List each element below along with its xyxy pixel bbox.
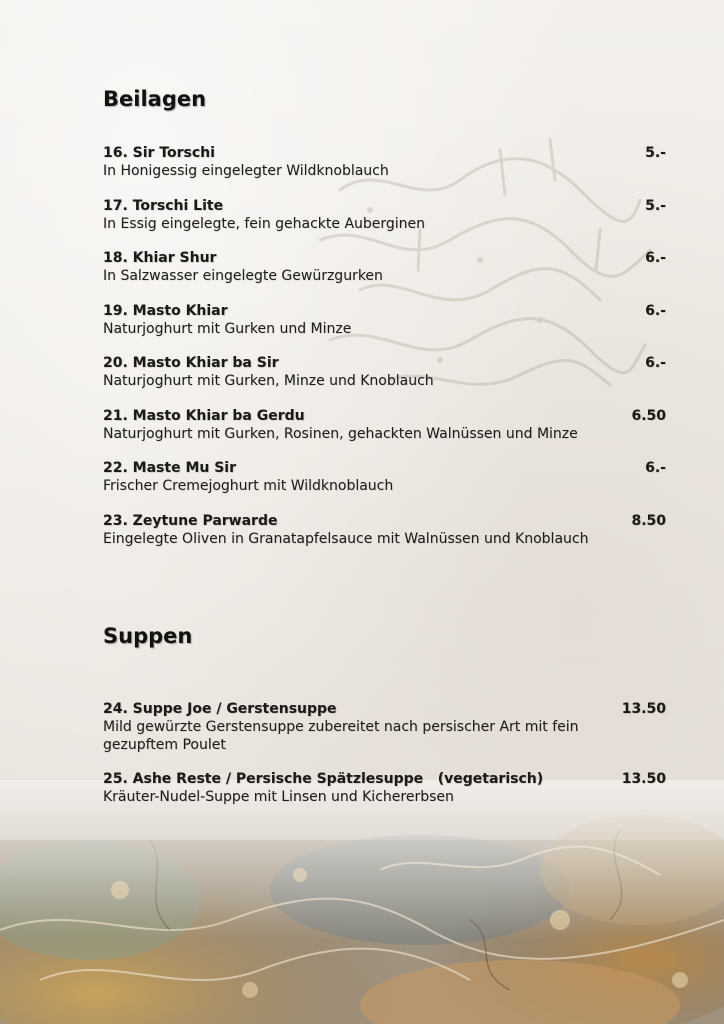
- item-name: 22. Maste Mu Sir: [103, 460, 237, 476]
- item-description: Mild gewürzte Gerstensuppe zubereitet nach persischer Art mit fein gezupftem Poulet: [103, 719, 579, 753]
- item-name: 19. Masto Khiar: [103, 303, 228, 319]
- item-description: Kräuter-Nudel-Suppe mit Linsen und Kichererbsen: [103, 789, 454, 805]
- item-price: 5.-: [645, 198, 666, 214]
- menu-item: [103, 700, 666, 754]
- section-title-beilagen: Beilagen: [103, 87, 207, 111]
- item-description: Naturjoghurt mit Gurken, Minze und Knoblauch: [103, 373, 434, 389]
- item-price: 6.-: [645, 303, 666, 319]
- menu-item: [103, 144, 666, 180]
- item-price: 6.-: [645, 355, 666, 371]
- section-title-suppen: Suppen: [103, 624, 193, 648]
- item-description: Naturjoghurt mit Gurken und Minze: [103, 321, 352, 337]
- item-name: 16. Sir Torschi: [103, 145, 215, 161]
- menu-item: [103, 197, 666, 233]
- item-name: 23. Zeytune Parwarde: [103, 513, 278, 529]
- item-price: 8.50: [631, 513, 666, 529]
- menu-item: [103, 354, 666, 390]
- menu-item: [103, 249, 666, 285]
- item-name: 20. Masto Khiar ba Sir: [103, 355, 279, 371]
- item-description: Frischer Cremejoghurt mit Wildknoblauch: [103, 478, 394, 494]
- menu-item: [103, 302, 666, 338]
- item-name: 17. Torschi Lite: [103, 198, 224, 214]
- item-description: In Honigessig eingelegter Wildknoblauch: [103, 163, 389, 179]
- menu-item: [103, 459, 666, 495]
- item-price: 13.50: [621, 771, 666, 787]
- item-price: 6.-: [645, 250, 666, 266]
- item-description: In Salzwasser eingelegte Gewürzgurken: [103, 268, 383, 284]
- item-name: 25. Ashe Reste / Persische Spätzlesuppe (vegetarisch): [103, 771, 544, 787]
- item-name: 21. Masto Khiar ba Gerdu: [103, 408, 305, 424]
- menu-item: [103, 770, 666, 806]
- item-name: 24. Suppe Joe / Gerstensuppe: [103, 701, 337, 717]
- item-price: 13.50: [621, 701, 666, 717]
- menu-item: [103, 512, 666, 548]
- item-description: Eingelegte Oliven in Granatapfelsauce mit Walnüssen und Knoblauch: [103, 531, 589, 547]
- item-name: 18. Khiar Shur: [103, 250, 217, 266]
- menu-item: [103, 407, 666, 443]
- item-description: Naturjoghurt mit Gurken, Rosinen, gehackten Walnüssen und Minze: [103, 426, 578, 442]
- decorative-painting: [0, 780, 724, 1024]
- item-price: 6.50: [631, 408, 666, 424]
- item-price: 6.-: [645, 460, 666, 476]
- item-description: In Essig eingelegte, fein gehackte Auberginen: [103, 216, 426, 232]
- item-price: 5.-: [645, 145, 666, 161]
